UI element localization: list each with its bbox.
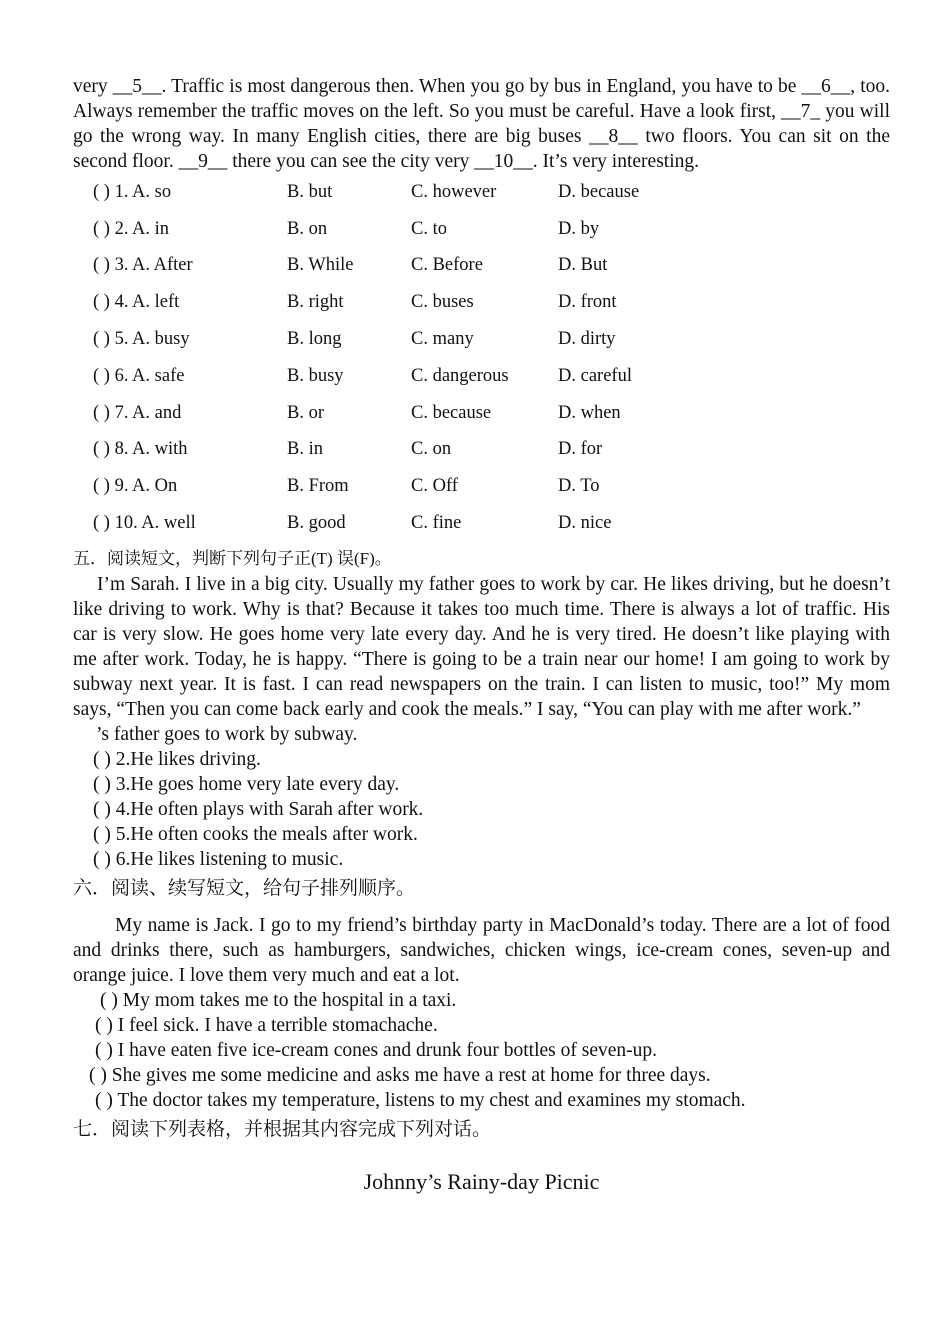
option-c: C. Off <box>411 476 458 497</box>
option-c: C. Before <box>411 255 483 276</box>
option-b: B. right <box>287 292 344 313</box>
question-number: ( ) 7. A. and <box>93 402 182 423</box>
option-b: B. in <box>287 439 323 460</box>
multiple-choice-table <box>93 174 698 542</box>
order-item: ( ) I have eaten five ice-cream cones and drunk four bottles of seven-up. <box>95 1039 658 1061</box>
table-title: Johnny’s Rainy-day Picnic <box>363 1168 600 1194</box>
option-d: D. nice <box>558 513 612 534</box>
option-b: B. good <box>287 513 346 534</box>
option-c: C. to <box>411 218 447 239</box>
question-number: ( ) 10. A. well <box>93 513 196 534</box>
option-b: B. long <box>287 329 342 350</box>
option-c: C. dangerous <box>411 365 509 386</box>
question-row <box>93 395 698 432</box>
option-d: D. because <box>558 181 640 202</box>
question-number: ( ) 2. A. in <box>93 218 170 239</box>
option-b: B. but <box>287 181 333 202</box>
option-d: D. front <box>558 292 617 313</box>
question-number: ( ) 4. A. left <box>93 292 180 313</box>
tf-item: ( ) 2.He likes driving. <box>93 748 261 770</box>
tf-item: ( ) 5.He often cooks the meals after work. <box>93 823 418 845</box>
section6-heading: 六．阅读、续写短文，给句子排列顺序。 <box>73 877 416 899</box>
section5-items <box>73 722 890 872</box>
option-d: D. dirty <box>558 329 616 350</box>
option-d: D. when <box>558 402 621 423</box>
question-number: ( ) 6. A. safe <box>93 365 185 386</box>
cloze-passage: very __5__. Traffic is most dangerous then. When you go by bus in England, you have to be __6__, too. Always remember the traffic moves on the left. So you must be careful. Have a look first, __7_ you will go the wrong way. In many English cities, there are big buses __8__ two floors. You can sit on the second floor. __9__ there you can see the city very __10__. It’s very interesting. <box>73 76 890 172</box>
question-number: ( ) 1. A. so <box>93 181 172 202</box>
option-d: D. To <box>558 476 600 497</box>
order-item: ( ) I feel sick. I have a terrible stomachache. <box>95 1014 438 1036</box>
option-d: D. But <box>558 255 608 276</box>
question-row <box>93 284 698 321</box>
question-number: ( ) 9. A. On <box>93 476 178 497</box>
tf-item: ( ) 3.He goes home very late every day. <box>93 773 400 795</box>
option-b: B. From <box>287 476 349 497</box>
question-number: ( ) 8. A. with <box>93 439 188 460</box>
question-row <box>93 211 698 248</box>
question-row <box>93 174 698 211</box>
tf-item: ( ) 6.He likes listening to music. <box>93 848 344 870</box>
question-row <box>93 468 698 505</box>
option-d: D. by <box>558 218 600 239</box>
order-item: ( ) The doctor takes my temperature, listens to my chest and examines my stomach. <box>95 1089 746 1111</box>
tf-item: ’s father goes to work by subway. <box>96 723 358 745</box>
section5-heading: 五．阅读短文，判断下列句子正(T) 误(F)。 <box>73 548 392 568</box>
option-c: C. because <box>411 402 492 423</box>
question-row <box>93 248 698 285</box>
option-c: C. many <box>411 329 474 350</box>
question-row <box>93 432 698 469</box>
order-item: ( ) My mom takes me to the hospital in a taxi. <box>100 989 457 1011</box>
option-b: B. on <box>287 218 328 239</box>
section6-passage: My name is Jack. I go to my friend’s birthday party in MacDonald’s today. There are a lot of food and drinks there, such as hamburgers, sandwiches, chicken wings, ice-cream cones, seven-up and orange juice. I love them very much and eat a lot. <box>73 914 890 986</box>
order-item: ( ) She gives me some medicine and asks me have a rest at home for three days. <box>89 1064 711 1086</box>
question-row <box>93 321 698 358</box>
option-c: C. on <box>411 439 452 460</box>
worksheet-page <box>73 74 890 1196</box>
question-number: ( ) 3. A. After <box>93 255 193 276</box>
section5-passage: I’m Sarah. I live in a big city. Usually my father goes to work by car. He likes driving, but he doesn’t like driving to work. Why is that? Because it takes too much time. There is always a lot of traffic. His car is very slow. He goes home very late every day. And he is very tired. He doesn’t like playing with me after work. Today, he is happy. “There is going to be a train near our home! I am going to work by subway next year. It is fast. I can read newspapers on the train. I can listen to music, too!” My mom says, “Then you can come back early and cook the meals.” I say, “You can play with me after work.” <box>73 573 890 720</box>
question-row <box>93 358 698 395</box>
section7-heading: 七．阅读下列表格，并根据其内容完成下列对话。 <box>73 1118 492 1140</box>
option-d: D. for <box>558 439 603 460</box>
option-c: C. however <box>411 181 497 202</box>
tf-item: ( ) 4.He often plays with Sarah after work. <box>93 798 424 820</box>
option-b: B. or <box>287 402 324 423</box>
question-number: ( ) 5. A. busy <box>93 329 190 350</box>
option-c: C. fine <box>411 513 462 534</box>
option-b: B. While <box>287 255 354 276</box>
section6-items <box>73 988 890 1113</box>
question-row <box>93 505 698 542</box>
option-c: C. buses <box>411 292 474 313</box>
option-b: B. busy <box>287 365 344 386</box>
option-d: D. careful <box>558 365 632 386</box>
